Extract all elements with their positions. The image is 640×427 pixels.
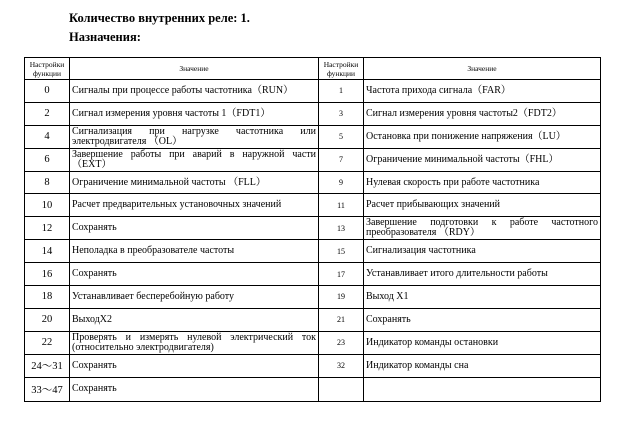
function-description-right: Сигнал измерения уровня частоты2（FDT2） xyxy=(364,102,601,125)
function-description-right: Индикатор команды остановки xyxy=(364,331,601,354)
function-code-right: 13 xyxy=(319,217,364,240)
table-row xyxy=(25,148,601,171)
table-row xyxy=(25,331,601,354)
function-code-left: 8 xyxy=(25,171,70,194)
function-code-right: 3 xyxy=(319,102,364,125)
function-description-right: Сигнализация частотника xyxy=(364,240,601,263)
function-description-left: Сохранять xyxy=(70,377,319,401)
table-row xyxy=(25,102,601,125)
table-row xyxy=(25,308,601,331)
table-row xyxy=(25,286,601,309)
function-code-right: 9 xyxy=(319,171,364,194)
function-description-left: ВыходХ2 xyxy=(70,308,319,331)
function-description-left: Сохранять xyxy=(70,263,319,286)
function-description-left: Расчет предварительных установочных значений xyxy=(70,194,319,217)
table-row xyxy=(25,354,601,377)
header-value: Значение xyxy=(70,58,319,80)
function-description-right: Остановка при понижение напряжения（LU） xyxy=(364,125,601,148)
function-description-right: Частота прихода сигнала（FAR） xyxy=(364,80,601,103)
function-code-right: 19 xyxy=(319,286,364,309)
function-code-left: 16 xyxy=(25,263,70,286)
function-description-left: Сигнал измерения уровня частоты 1（FDT1） xyxy=(70,102,319,125)
table-row xyxy=(25,171,601,194)
function-code-left: 10 xyxy=(25,194,70,217)
function-code-left: 33～47 xyxy=(25,377,70,401)
function-code-left: 6 xyxy=(25,148,70,171)
function-description-right: Устанавливает итого длительности работы xyxy=(364,263,601,286)
table-row xyxy=(25,80,601,103)
function-description-left: Завершение работы при аварий в наружной части（EXT） xyxy=(70,148,319,171)
function-description-left: Сохранять xyxy=(70,217,319,240)
function-description-right: Индикатор команды сна xyxy=(364,354,601,377)
header-function-setting: Настройки функции xyxy=(25,58,70,80)
relay-count-heading: Количество внутренних реле: 1. xyxy=(69,11,250,25)
function-code-left: 18 xyxy=(25,286,70,309)
table-row xyxy=(25,194,601,217)
function-code-left: 4 xyxy=(25,125,70,148)
function-description-left: Неполадка в преобразователе частоты xyxy=(70,240,319,263)
header-value: Значение xyxy=(364,58,601,80)
table-row xyxy=(25,377,601,401)
function-code-right: 32 xyxy=(319,354,364,377)
function-code-left: 0 xyxy=(25,80,70,103)
table-header-row xyxy=(25,58,601,80)
table-row xyxy=(25,217,601,240)
function-description-left: Ограничение минимальной частоты （FLL） xyxy=(70,171,319,194)
function-code-right: 7 xyxy=(319,148,364,171)
function-code-right: 1 xyxy=(319,80,364,103)
function-code-right xyxy=(319,377,364,401)
function-code-left: 20 xyxy=(25,308,70,331)
function-description-left: Проверять и измерять нулевой электрический ток (относительно электродвигателя) xyxy=(70,331,319,354)
function-description-right: Расчет прибывающих значений xyxy=(364,194,601,217)
function-description-left: Сигнализация при нагрузке частотника или электродвигателя （OL） xyxy=(70,125,319,148)
table-row xyxy=(25,125,601,148)
function-code-right: 15 xyxy=(319,240,364,263)
header-function-setting: Настройки функции xyxy=(319,58,364,80)
function-code-left: 22 xyxy=(25,331,70,354)
function-code-right: 11 xyxy=(319,194,364,217)
table-row xyxy=(25,240,601,263)
function-description-right: Выход X1 xyxy=(364,286,601,309)
function-description-right: Ограничение минимальной частоты（FHL） xyxy=(364,148,601,171)
function-code-right: 23 xyxy=(319,331,364,354)
function-code-left: 14 xyxy=(25,240,70,263)
function-description-left: Сигналы при процессе работы частотника（RUN） xyxy=(70,80,319,103)
function-description-right: Сохранять xyxy=(364,308,601,331)
table-row xyxy=(25,263,601,286)
relay-function-table xyxy=(24,57,601,402)
function-code-right: 5 xyxy=(319,125,364,148)
function-description-right: Завершение подготовки к работе частотного преобразователя （RDY） xyxy=(364,217,601,240)
function-description-right: Нулевая скорость при работе частотника xyxy=(364,171,601,194)
function-description-right xyxy=(364,377,601,401)
function-code-left: 2 xyxy=(25,102,70,125)
function-code-left: 12 xyxy=(25,217,70,240)
function-code-right: 17 xyxy=(319,263,364,286)
function-code-right: 21 xyxy=(319,308,364,331)
function-description-left: Устанавливает бесперебойную работу xyxy=(70,286,319,309)
purpose-heading: Назначения: xyxy=(69,30,141,44)
function-code-left: 24～31 xyxy=(25,354,70,377)
function-description-left: Сохранять xyxy=(70,354,319,377)
